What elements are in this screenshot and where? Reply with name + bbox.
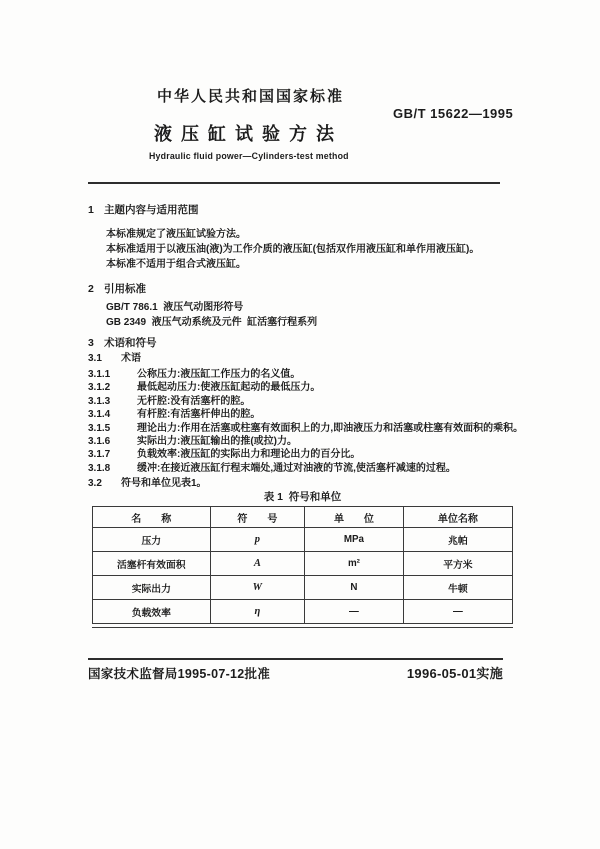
term-number: 3.1.3 <box>88 395 111 407</box>
reference-item: GB/T 786.1 液压气动图形符号 <box>106 301 244 313</box>
term-text: 实际出力:液压缸输出的推(或拉)力。 <box>137 436 297 448</box>
table-row <box>93 600 513 624</box>
cell-symbol: A <box>210 552 305 576</box>
cell-unit-name: 兆帕 <box>403 528 512 552</box>
cell-symbol: η <box>210 600 305 624</box>
cell-name: 活塞杆有效面积 <box>93 552 211 576</box>
header-divider-rule <box>88 182 500 184</box>
section-2-references <box>88 300 518 330</box>
term-item <box>88 368 518 381</box>
cell-unit: MPa <box>305 528 404 552</box>
terms-list <box>88 368 524 475</box>
approval-notice: 国家技术监督局1995-07-12批准 <box>88 667 271 681</box>
term-number: 3.1.5 <box>88 422 111 434</box>
section-2-title: 引用标准 <box>104 282 146 295</box>
national-standard-label: 中华人民共和国国家标准 <box>157 88 345 105</box>
column-header-symbol: 符 号 <box>210 507 305 528</box>
clause-text: 术语 <box>121 353 141 365</box>
symbols-units-table <box>92 506 513 624</box>
document-title-cn: 液压缸试验方法 <box>154 124 343 144</box>
term-text: 无杆腔:没有活塞杆的腔。 <box>137 395 251 407</box>
section-1-paragraphs <box>88 227 518 273</box>
term-number: 3.1.6 <box>88 436 111 448</box>
section-1-number: 1 <box>88 204 94 216</box>
standard-code: GB/T 15622—1995 <box>393 106 514 121</box>
cell-name: 实际出力 <box>93 576 211 600</box>
cell-unit: N <box>305 576 404 600</box>
table-row <box>93 552 513 576</box>
clause-3-1 <box>88 352 518 366</box>
term-text: 缓冲:在接近液压缸行程末端处,通过对油液的节流,使活塞杆减速的过程。 <box>137 462 456 474</box>
term-item <box>88 381 518 394</box>
document-body <box>88 198 524 628</box>
table-row <box>93 528 513 552</box>
cell-name: 压力 <box>93 528 211 552</box>
term-item <box>88 435 518 448</box>
clause-3-2 <box>88 477 518 490</box>
column-header-unit: 单 位 <box>305 507 404 528</box>
cell-unit-name: 牛顿 <box>403 576 512 600</box>
reference-item: GB 2349 液压气动系统及元件 缸活塞行程系列 <box>106 316 318 328</box>
term-item <box>88 462 518 475</box>
section-3-number: 3 <box>88 337 94 350</box>
implementation-notice: 1996-05-01实施 <box>406 666 503 681</box>
term-text: 公称压力:液压缸工作压力的名义值。 <box>137 369 301 381</box>
section-1-title: 主题内容与适用范围 <box>104 204 199 216</box>
cell-symbol: W <box>210 576 305 600</box>
paragraph: 本标准规定了液压缸试验方法。 <box>106 229 246 240</box>
clause-number: 3.2 <box>88 478 102 490</box>
cell-unit-name: 平方米 <box>403 552 512 576</box>
section-2-number: 2 <box>88 282 94 295</box>
table-bottom-double-rule <box>92 627 513 628</box>
term-text: 有杆腔:有活塞杆伸出的腔。 <box>137 409 261 421</box>
table-row <box>93 576 513 600</box>
section-3-title: 术语和符号 <box>104 337 157 350</box>
term-number: 3.1.2 <box>88 382 111 394</box>
term-number: 3.1.8 <box>88 462 111 474</box>
section-2-heading <box>88 281 518 297</box>
clause-text: 符号和单位见表1。 <box>121 478 207 490</box>
cell-symbol: p <box>210 528 305 552</box>
table-1-caption: 表 1 符号和单位 <box>263 491 342 504</box>
term-text: 最低起动压力:使液压缸起动的最低压力。 <box>137 382 321 394</box>
footer-divider-rule <box>88 658 503 660</box>
term-number: 3.1.7 <box>88 449 111 461</box>
term-text: 理论出力:作用在活塞或柱塞有效面积上的力,即油液压力和活塞或柱塞有效面积的乘积。 <box>137 422 524 434</box>
cell-unit: — <box>305 600 404 624</box>
term-number: 3.1.4 <box>88 409 111 421</box>
term-item <box>88 448 518 461</box>
section-1-heading <box>88 202 518 218</box>
clause-number: 3.1 <box>88 353 102 365</box>
table-header-row <box>93 507 513 528</box>
term-item <box>88 422 524 435</box>
document-title-en: Hydraulic fluid power—Cylinders-test method <box>149 151 349 161</box>
paragraph: 本标准不适用于组合式液压缸。 <box>106 259 246 271</box>
term-item <box>88 408 518 421</box>
term-number: 3.1.1 <box>88 369 111 381</box>
column-header-unit-name: 单位名称 <box>403 507 512 528</box>
column-header-name: 名 称 <box>93 507 211 528</box>
section-3-heading <box>88 335 518 351</box>
cell-unit: m² <box>305 552 404 576</box>
cell-unit-name: — <box>403 600 512 624</box>
paragraph: 本标准适用于以液压油(液)为工作介质的液压缸(包括双作用液压缸和单作用液压缸)。 <box>106 244 480 256</box>
cell-name: 负载效率 <box>93 600 211 624</box>
term-text: 负载效率:液压缸的实际出力和理论出力的百分比。 <box>137 449 361 461</box>
term-item <box>88 395 518 408</box>
